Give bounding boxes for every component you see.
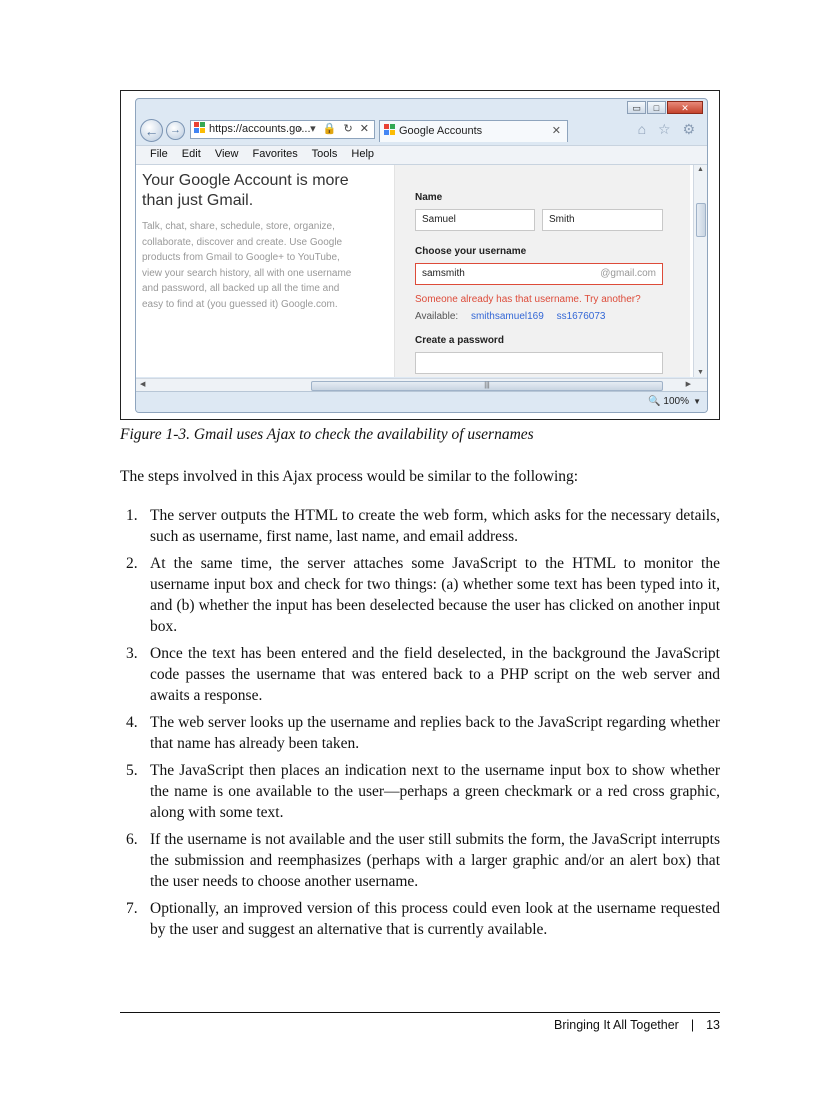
promo-text [142, 171, 357, 312]
window-controls [626, 101, 703, 114]
footer-separator: | [690, 1018, 695, 1032]
step-text: If the username is not available and the user still submits the form, the JavaScript interrupts the submission and reemphasizes (perhaps with a larger graphic and/or an alert box) that the user needs to choose another username. [150, 831, 720, 890]
list-item [120, 712, 720, 754]
username-value: samsmith [422, 268, 465, 279]
scroll-left-icon[interactable]: ◀ [140, 381, 146, 388]
chapter-title: Bringing It All Together [553, 1018, 679, 1032]
list-item [120, 505, 720, 547]
username-error: Someone already has that username. Try another? [415, 294, 641, 305]
password-label: Create a password [415, 335, 504, 346]
zoom-level[interactable]: 🔍 100% [648, 396, 689, 407]
back-button[interactable]: ← [140, 119, 163, 142]
navigation-bar [138, 117, 703, 144]
menu-file[interactable]: File [150, 148, 168, 160]
step-number: 5. [126, 762, 138, 779]
zoom-value: 100% [663, 396, 689, 407]
signup-form [394, 165, 690, 377]
step-text: The web server looks up the username and replies back to the JavaScript regarding whether that name has already been taken. [150, 714, 720, 752]
minimize-button[interactable]: ▭ [627, 101, 646, 114]
menu-view[interactable]: View [214, 148, 239, 160]
zoom-dropdown-icon[interactable]: ▼ [693, 397, 701, 406]
address-tools-icons[interactable]: ⌕ ▾ 🔒 ↻ ✕ [296, 123, 371, 135]
step-number: 4. [126, 714, 138, 731]
list-item [120, 898, 720, 940]
available-label: Available: [415, 311, 459, 322]
promo-body: Talk, chat, share, schedule, store, organize, collaborate, discover and create. Use Google products from Gmail to Google+ to YouTube, view your search history, all with one username and password, all backed up all the time and easy to find at (you guessed it) Google.com. [142, 221, 352, 310]
username-suffix: @gmail.com [600, 268, 656, 279]
step-number: 2. [126, 555, 138, 572]
menu-tools[interactable]: Tools [311, 148, 338, 160]
step-text: Once the text has been entered and the field deselected, in the background the JavaScript code passes the username that was entered back to a PHP script on the web server and awaits a response. [150, 645, 720, 704]
suggestion-link[interactable]: ss1676073 [556, 311, 606, 322]
horizontal-scrollbar[interactable] [136, 378, 707, 392]
vertical-scrollbar[interactable] [693, 165, 707, 377]
forward-button[interactable]: → [166, 121, 185, 140]
horizontal-scroll-thumb[interactable]: ||| [311, 381, 663, 391]
suggestion-link[interactable]: smithsamuel169 [470, 311, 544, 322]
step-number: 1. [126, 507, 138, 524]
scroll-right-icon[interactable]: ▶ [685, 381, 691, 388]
list-item [120, 553, 720, 637]
status-bar [136, 391, 707, 412]
menu-edit[interactable]: Edit [181, 148, 201, 160]
first-name-input[interactable]: Samuel [415, 209, 535, 231]
tab-close-icon[interactable]: ✕ [551, 125, 561, 137]
intro-paragraph: The steps involved in this Ajax process would be similar to the following: [120, 468, 579, 485]
list-item [120, 829, 720, 892]
username-label: Choose your username [415, 246, 527, 257]
available-suggestions [415, 311, 606, 322]
name-label: Name [415, 192, 443, 203]
close-window-button[interactable]: ✕ [667, 101, 703, 114]
google-favicon-icon [384, 124, 396, 136]
home-favorites-settings-icons[interactable]: ⌂ ☆ ⚙ [637, 121, 699, 137]
step-text: Optionally, an improved version of this process could even look at the username requested by the user and suggest an alternative that is currently available. [150, 900, 720, 938]
menu-help[interactable]: Help [351, 148, 375, 160]
promo-heading: Your Google Account is more than just Gmail. [142, 172, 349, 209]
scroll-down-icon[interactable]: ▼ [697, 369, 704, 376]
tab-title: Google Accounts [399, 125, 483, 137]
figure-screenshot [120, 90, 720, 420]
tab-google-accounts[interactable] [379, 120, 568, 142]
password-input[interactable] [415, 352, 663, 374]
footer-rule [120, 1012, 720, 1013]
step-number: 7. [126, 900, 138, 917]
vertical-scroll-thumb[interactable] [696, 203, 706, 237]
browser-window [135, 98, 708, 413]
last-name-input[interactable]: Smith [542, 209, 663, 231]
step-number: 6. [126, 831, 138, 848]
maximize-button[interactable]: □ [647, 101, 666, 114]
step-text: The server outputs the HTML to create the web form, which asks for the necessary details, such as username, first name, last name, and email address. [150, 507, 720, 545]
step-number: 3. [126, 645, 138, 662]
address-bar[interactable] [190, 120, 375, 139]
scroll-up-icon[interactable]: ▲ [697, 166, 704, 173]
step-text: The JavaScript then places an indication next to the username input box to show whether the name is one available to the user—perhaps a green checkmark or a red cross graphic, along with some text. [150, 762, 720, 821]
figure-caption: Figure 1-3. Gmail uses Ajax to check the availability of usernames [120, 426, 534, 443]
step-text: At the same time, the server attaches some JavaScript to the HTML to monitor the username input box and check for two things: (a) whether some text has been typed into it, and (b) whether the input has been deselected because the user has clicked on another input box. [150, 555, 720, 635]
steps-list [120, 505, 720, 946]
page-number: 13 [706, 1018, 720, 1032]
list-item [120, 760, 720, 823]
page-content [136, 165, 694, 377]
menu-favorites[interactable]: Favorites [252, 148, 298, 160]
page-footer [554, 1018, 720, 1032]
list-item [120, 643, 720, 706]
menu-bar [136, 145, 707, 165]
username-input[interactable] [415, 263, 663, 285]
google-favicon-icon [194, 122, 206, 134]
address-url: https://accounts.go... [209, 123, 311, 135]
